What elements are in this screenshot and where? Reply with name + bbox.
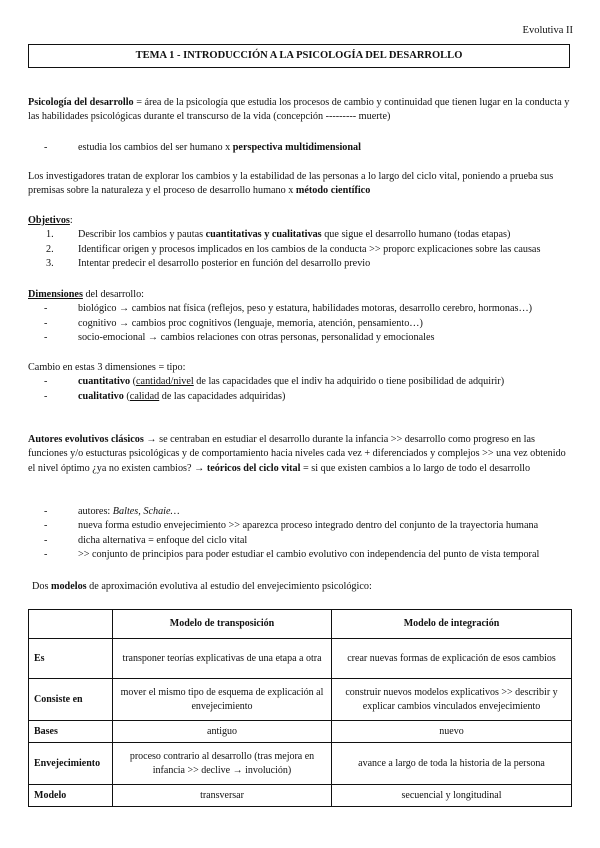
models-intro [32, 580, 577, 594]
course-label: Evolutiva II [522, 25, 573, 36]
table-cell: mover el mismo tipo de esquema de explicación al envejecimiento [113, 679, 332, 721]
dimension-biological: biológico → cambios nat física (reflejos, peso y estatura, habilidades motoras, desarrollo cerebro, hormonas…) [78, 303, 533, 315]
authors-text: → se centraban en estudiar el desarrollo durante la infancia >> desarrollo como progreso en las funciones y/o estucturas psicológicas y de comportamiento hacia niveles cada vez + diferenciados y complejos >> una vez obtenido el nivel óptimo ¿ya no existen cambios? → [28, 434, 566, 474]
dimensions-section [28, 288, 573, 345]
table-cell: avance a largo de toda la historia de la persona [332, 743, 572, 785]
method-paragraph [28, 170, 573, 199]
table-cell: crear nuevas formas de explicación de esos cambios [332, 639, 572, 679]
list-item: - dicha alternativa = enfoque del ciclo vital [44, 534, 248, 546]
objective-1-post: que sigue el desarrollo humano (todas etapas) [321, 229, 511, 241]
authors-list-text: nueva forma estudio envejecimiento >> aparezca proceso integrado dentro del conjunto de la trayectoria humana [78, 520, 539, 532]
list-item: - biológico → cambios nat física (reflejos, peso y estatura, habilidades motoras, desarrollo cerebro, hormonas…) [44, 303, 533, 315]
models-intro-post: de aproximación evolutiva al estudio del envejecimiento psicológico: [86, 581, 372, 592]
list-number: 3. [46, 257, 54, 269]
qualitative-text: de las capacidades adquiridas) [159, 390, 286, 402]
qualitative-underline: calidad [129, 390, 160, 402]
quantitative-underline: cantidad/nivel [136, 376, 194, 388]
quantitative-open: ( [130, 376, 137, 388]
list-item [28, 243, 573, 257]
table-cell: construir nuevos modelos explicativos >> describir y explicar cambios vinculados envejecimiento [332, 679, 572, 721]
authors-list [28, 505, 573, 562]
quantitative-text: de las capacidades que el indiv ha adquirido o tiene posibilidad de adquirir) [193, 376, 505, 388]
models-table [28, 609, 572, 807]
authors-names: Baltes, Schaie… [112, 506, 180, 517]
table-cell: antiguo [113, 721, 332, 743]
perspective-text: estudia los cambios del ser humano x [78, 142, 233, 153]
authors-bold: Autores evolutivos clásicos [28, 434, 144, 445]
table-row-label: Es [29, 639, 113, 679]
dimensions-heading-suffix: del desarrollo: [82, 289, 145, 300]
table-row-label: Envejecimiento [29, 743, 113, 785]
objective-3: Intentar predecir el desarrollo posterior en función del desarrollo previo [78, 257, 371, 269]
lifespan-bold: teóricos del ciclo vital [206, 462, 301, 474]
list-number: 2. [46, 243, 54, 255]
dimension-socioemotional: socio-emocional → cambios relaciones con otras personas, personalidad y emocionales [78, 331, 435, 343]
definition-text: = área de la psicología que estudia los procesos de cambio y continuidad que tienen lugar en la conducta y las habilidades psicológicas durante el transcurso de la vida (concepción --------- muerte) [28, 97, 570, 123]
method-bold: método científico [295, 185, 371, 197]
table-row [29, 785, 572, 807]
table-cell: transversar [113, 785, 332, 807]
objective-1-pre: Describir los cambios y pautas [78, 229, 206, 241]
perspective-bold: perspectiva multidimensional [232, 142, 361, 153]
list-item: - >> conjunto de principios para poder estudiar el cambio evolutivo con independencia del punto de vista temporal [44, 548, 540, 560]
list-item: - nueva forma estudio envejecimiento >> aparezca proceso integrado dentro del conjunto de la trayectoria humana [44, 520, 539, 532]
models-intro-pre: Dos [32, 581, 51, 592]
table-header-row [29, 610, 572, 639]
page-title: TEMA 1 - INTRODUCCIÓN A LA PSICOLOGÍA DEL DESARROLLO [28, 44, 570, 68]
definition-term: Psicología del desarrollo [28, 97, 134, 108]
quantitative-bold: cuantitativo [78, 376, 131, 388]
table-header-empty [29, 610, 113, 639]
list-item [28, 228, 573, 242]
qualitative-bold: cualitativo [78, 390, 124, 402]
dimensions-heading: Dimensiones [28, 289, 83, 300]
objective-1-bold: cuantitativas y cualitativas [205, 229, 322, 241]
list-number: 1. [46, 229, 54, 241]
objectives-heading-suffix: : [69, 215, 73, 226]
qualitative-open: ( [123, 390, 130, 402]
objective-2: Identificar origen y procesos implicados en los cambios de la conducta >> proporc explicaciones sobre las causas [78, 243, 541, 255]
lifespan-text: = si que existen cambios a lo largo de todo el desarrollo [300, 462, 531, 474]
authors-paragraph [28, 433, 573, 476]
authors-list-text: >> conjunto de principios para poder estudiar el cambio evolutivo con independencia del punto de vista temporal [78, 548, 540, 560]
table-header-integracion: Modelo de integración [332, 610, 572, 639]
table-cell: proceso contrario al desarrollo (tras mejora en infancia >> declive → involución) [113, 743, 332, 785]
list-item: - cualitativo (calidad de las capacidades adquiridas) [44, 390, 286, 402]
perspective-item: - estudia los cambios del ser humano x perspectiva multidimensional [44, 142, 361, 153]
method-text: Los investigadores tratan de explorar los cambios y la estabilidad de las personas a lo largo del ciclo vital, poniendo a prueba sus premisas sobre la naturaleza y el proceso de desarrollo humano x [28, 171, 554, 197]
table-row [29, 679, 572, 721]
authors-list-text: dicha alternativa = enfoque del ciclo vital [78, 534, 248, 546]
table-header-transposicion: Modelo de transposición [113, 610, 332, 639]
table-row-label: Bases [29, 721, 113, 743]
list-item: - cuantitativo (cantidad/nivel de las capacidades que el indiv ha adquirido o tiene posibilidad de adquirir) [44, 376, 505, 388]
table-row-label: Modelo [29, 785, 113, 807]
table-row-label: Consiste en [29, 679, 113, 721]
objectives-heading: Objetivos [28, 215, 70, 226]
list-item: - autores: Baltes, Schaie… [44, 506, 180, 517]
models-intro-bold: modelos [50, 581, 87, 592]
objectives-section [28, 214, 573, 271]
dimension-cognitive: cognitivo → cambios proc cognitivos (lenguaje, memoria, atención, pensamiento…) [78, 317, 423, 329]
table-cell: nuevo [332, 721, 572, 743]
list-item: - socio-emocional → cambios relaciones con otras personas, personalidad y emocionales [44, 331, 435, 343]
definition-paragraph [28, 96, 573, 125]
table-row [29, 639, 572, 679]
table-cell: transponer teorías explicativas de una etapa a otra [113, 639, 332, 679]
change-types-intro: Cambio en estas 3 dimensiones = tipo: [28, 362, 186, 373]
authors-list-pre: autores: [78, 506, 113, 517]
list-item [28, 257, 573, 271]
change-types-section [28, 361, 573, 404]
table-cell: secuencial y longitudinal [332, 785, 572, 807]
list-item: - cognitivo → cambios proc cognitivos (lenguaje, memoria, atención, pensamiento…) [44, 317, 423, 329]
table-row [29, 743, 572, 785]
table-row [29, 721, 572, 743]
